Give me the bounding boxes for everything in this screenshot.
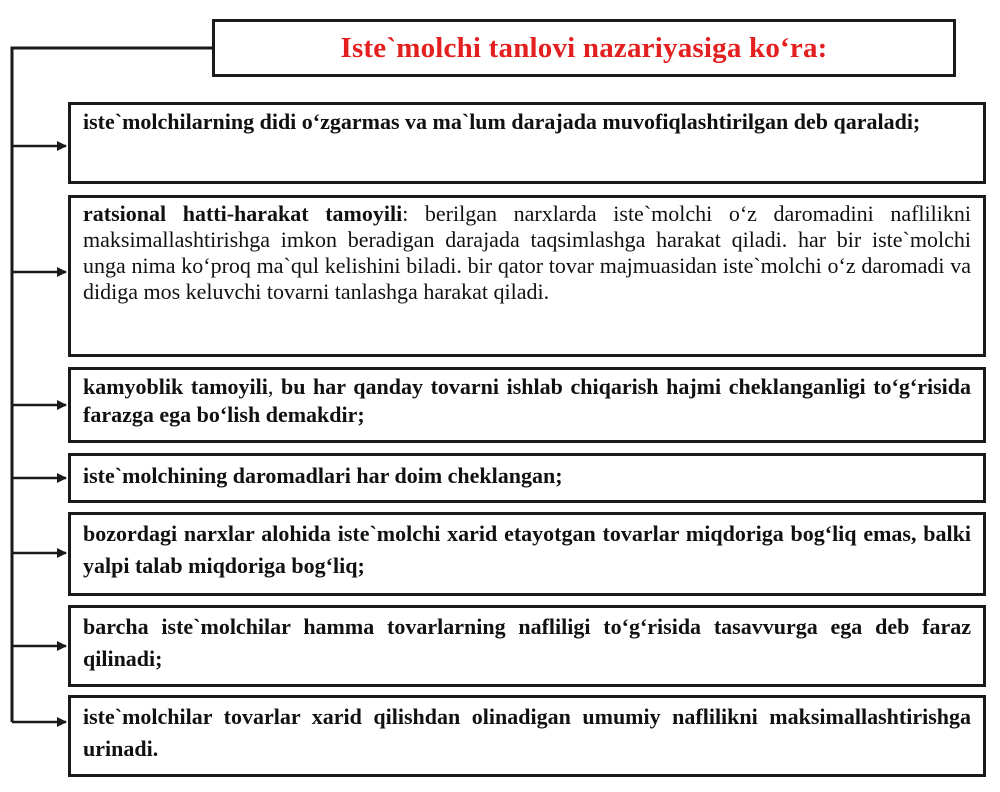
statement-box-1 [68, 102, 986, 184]
statement-box-2 [68, 195, 986, 357]
statement-text-3 [83, 373, 971, 429]
statement-text-1: iste`molchilarning didi o‘zgarmas va ma`lum darajada muvofiqlashtirilgan deb qaraladi; [83, 109, 921, 134]
statement-text-6: barcha iste`molchilar hamma tovarlarning nafliligi to‘g‘risida tasavvurga ega deb faraz qilinadi; [83, 614, 971, 671]
statement-box-4 [68, 453, 986, 503]
statement-lead-3: kamyoblik tamoyili [83, 374, 268, 399]
statement-box-3 [68, 367, 986, 443]
statement-box-7 [68, 695, 986, 777]
diagram-title: Iste`molchi tanlovi nazariyasiga ko‘ra: [340, 31, 828, 64]
statement-lead-2: ratsional hatti-harakat tamoyili [83, 201, 403, 226]
statement-box-6 [68, 605, 986, 687]
statement-box-5 [68, 512, 986, 596]
statement-sep-3: , [267, 374, 281, 399]
statement-text-7: iste`molchilar tovarlar xarid qilishdan olinadigan umumiy naflilikni maksimallashtirishga urinadi. [83, 704, 971, 761]
statement-text-5: bozordagi narxlar alohida iste`molchi xarid etayotgan tovarlar miqdoriga bog‘liq emas, balki yalpi talab miqdoriga bog‘liq; [83, 521, 971, 578]
statement-body-2: : berilgan narxlarda iste`molchi o‘z daromadini naflilikni maksimallashtirishga imkon beradigan darajada taqsimlashga harakat qiladi. har bir iste`molchi unga nima ko‘proq ma`qul kelishini biladi. bir qator tovar majmuasidan iste`molchi o‘z daromadi va didiga mos keluvchi tovarni tanlashga harakat qiladi. [83, 201, 971, 304]
statement-text-2 [83, 201, 971, 305]
title-box [212, 19, 956, 77]
statement-text-4: iste`molchining daromadlari har doim cheklangan; [83, 463, 563, 488]
statement-body-3: bu har qanday tovarni ishlab chiqarish hajmi cheklanganligi to‘g‘risida farazga ega bo‘lish demakdir; [83, 374, 971, 427]
